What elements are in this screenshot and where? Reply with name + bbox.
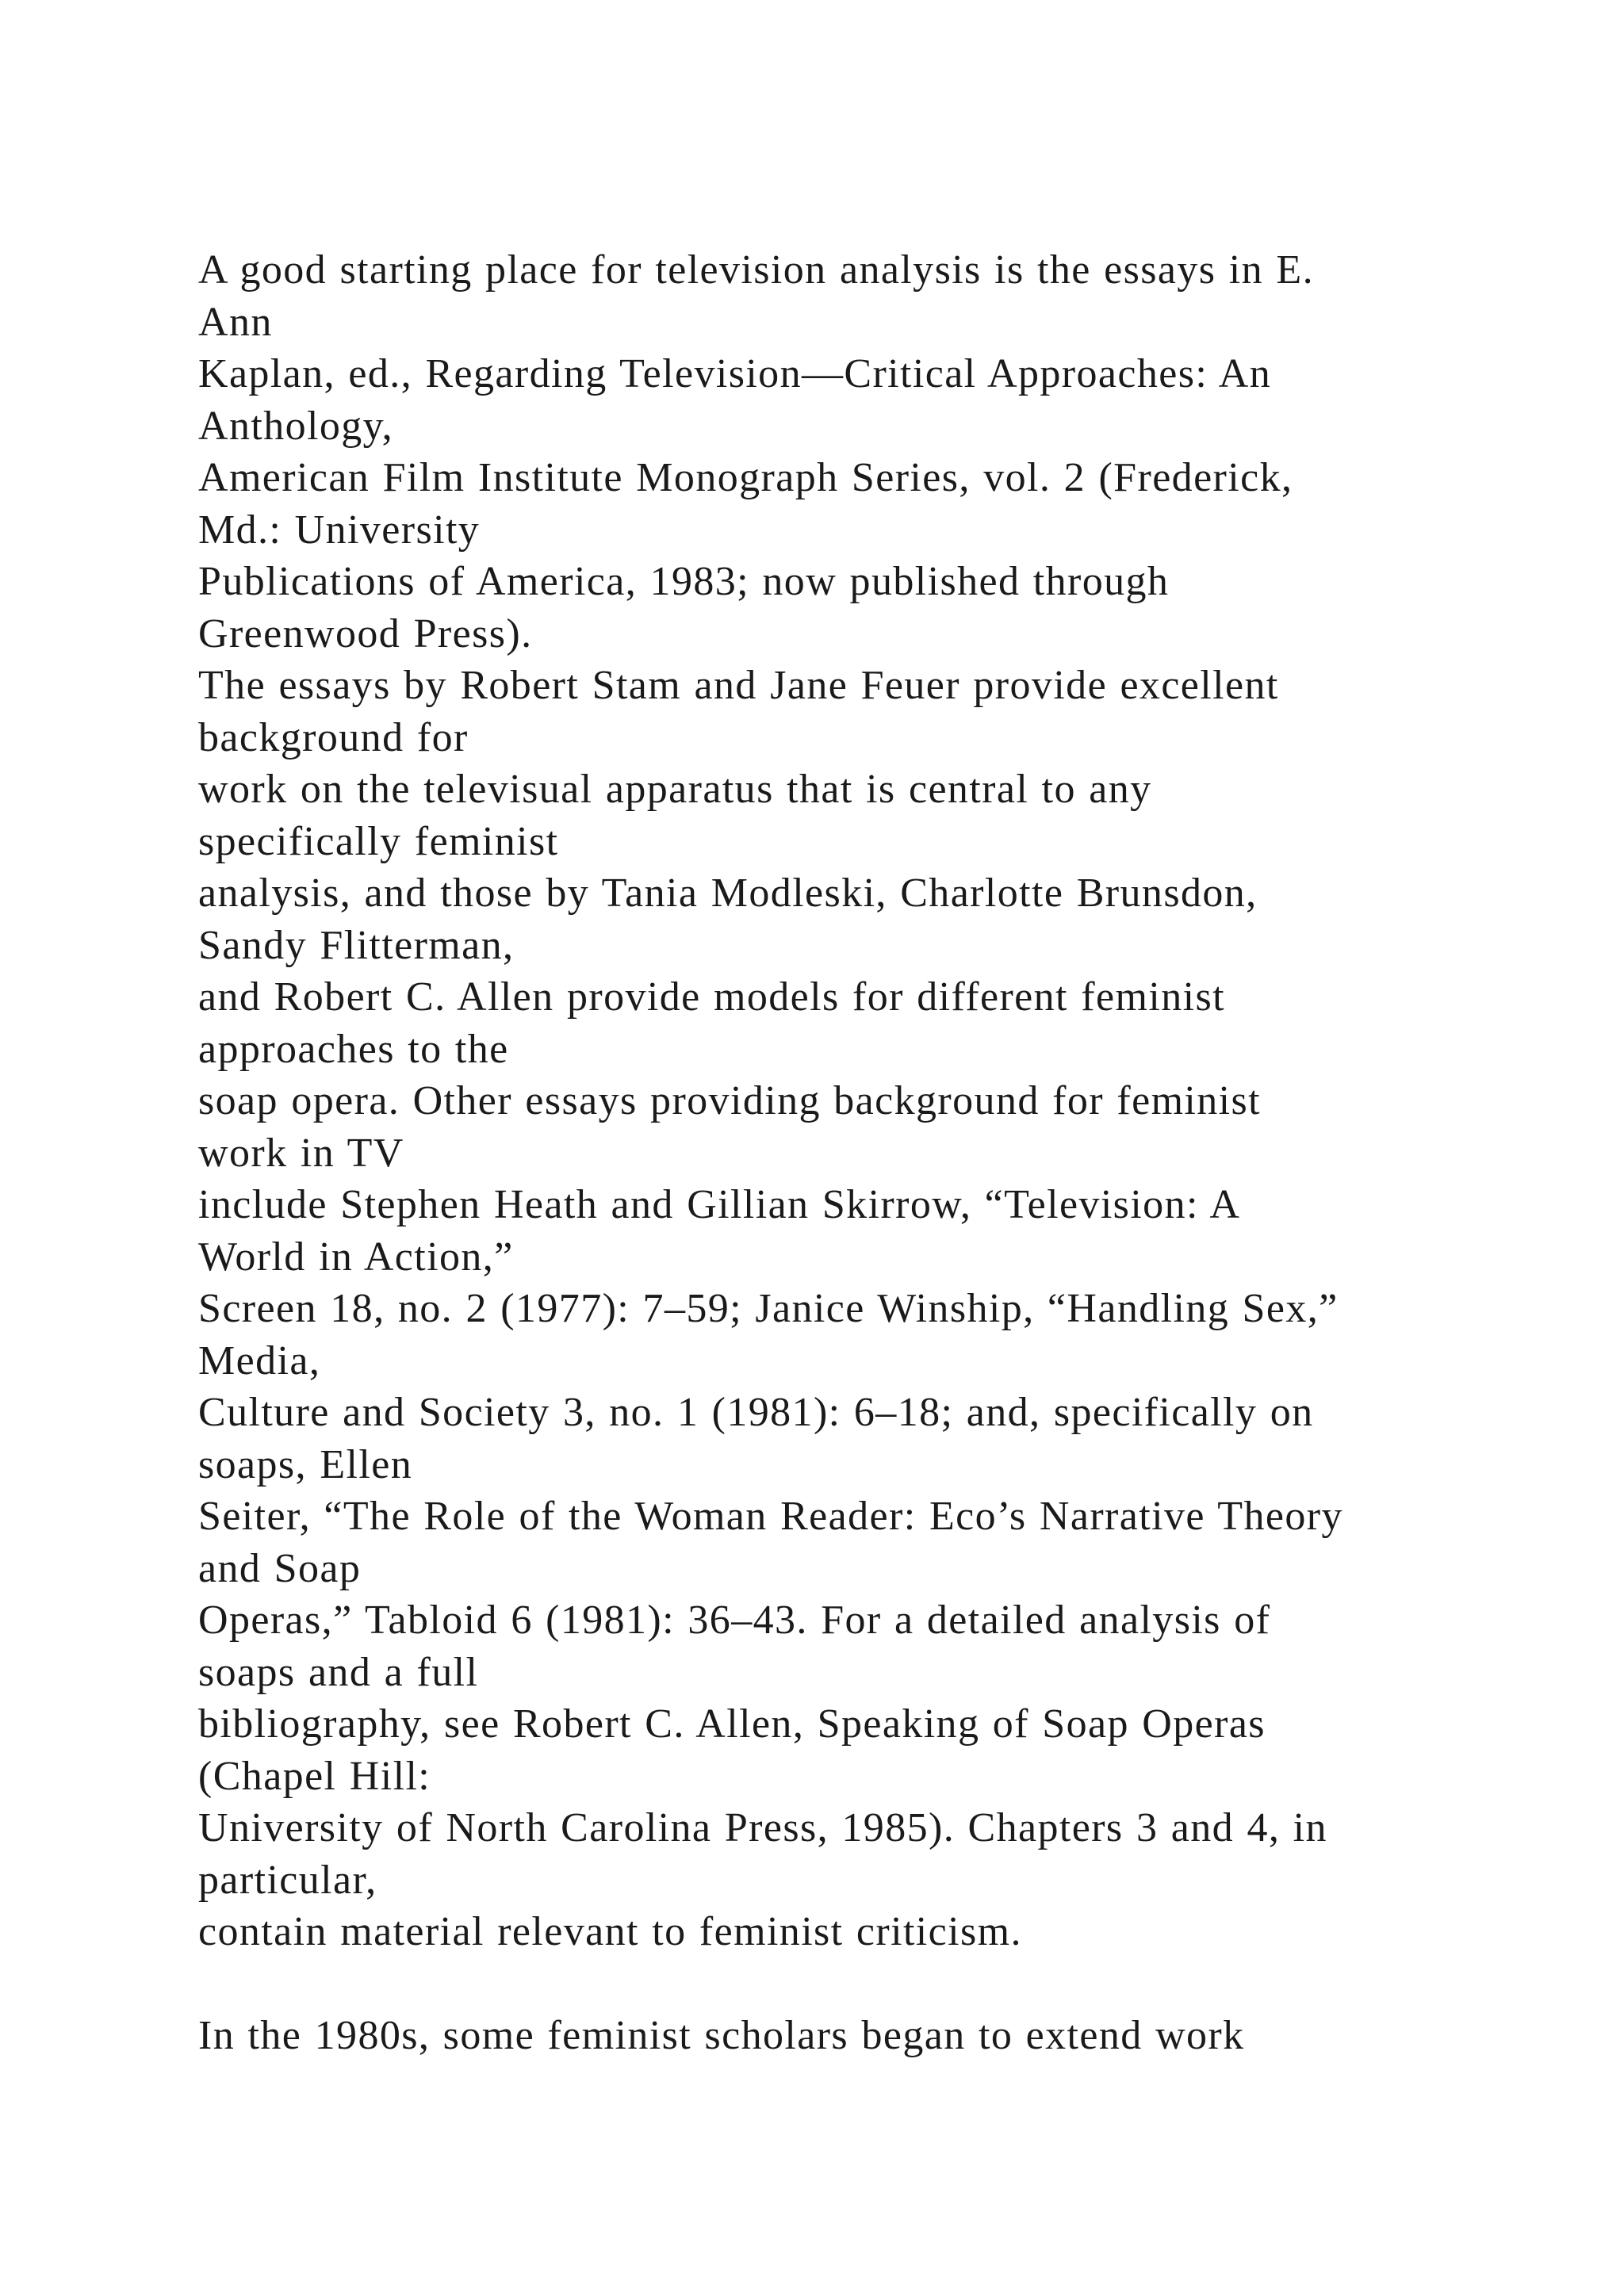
text-line: specifically feminist	[198, 818, 559, 864]
text-line: Media,	[198, 1337, 321, 1383]
text-line: bibliography, see Robert C. Allen, Speaking of Soap Operas	[198, 1701, 1266, 1747]
text-line: soap opera. Other essays providing background for feminist	[198, 1078, 1262, 1123]
text-line: (Chapel Hill:	[198, 1753, 431, 1799]
text-line: Anthology,	[198, 403, 394, 449]
text-line: background for	[198, 714, 469, 760]
text-line: University of North Carolina Press, 1985). Chapters 3 and 4, in	[198, 1805, 1327, 1850]
paragraph-start-line: In the 1980s, some feminist scholars began to extend work	[198, 2013, 1245, 2058]
text-line: A good starting place for television analysis is the essays in E.	[198, 247, 1314, 293]
text-line: Operas,” Tabloid 6 (1981): 36–43. For a detailed analysis of	[198, 1598, 1271, 1643]
text-line: contain material relevant to feminist criticism.	[198, 1909, 1022, 1954]
text-line: Md.: University	[198, 507, 481, 553]
text-line: work on the televisual apparatus that is central to any	[198, 767, 1152, 812]
text-line: approaches to the	[198, 1026, 509, 1072]
text-line: and Soap	[198, 1545, 362, 1591]
text-line: World in Action,”	[198, 1234, 514, 1280]
text-line: soaps and a full	[198, 1649, 479, 1695]
text-line: American Film Institute Monograph Series, vol. 2 (Frederick,	[198, 455, 1293, 500]
text-line: Culture and Society 3, no. 1 (1981): 6–18; and, specifically on	[198, 1390, 1314, 1435]
text-line: Greenwood Press).	[198, 610, 533, 656]
text-line: particular,	[198, 1857, 377, 1903]
text-line: Kaplan, ed., Regarding Television—Critical Approaches: An	[198, 351, 1272, 396]
text-line: and Robert C. Allen provide models for different feminist	[198, 974, 1225, 1020]
text-line: analysis, and those by Tania Modleski, Charlotte Brunsdon,	[198, 871, 1258, 916]
paragraph-gap	[198, 1958, 1546, 2011]
text-line: Sandy Flitterman,	[198, 922, 515, 968]
text-line: Publications of America, 1983; now published through	[198, 559, 1170, 604]
text-line: Seiter, “The Role of the Woman Reader: Eco’s Narrative Theory	[198, 1494, 1343, 1539]
text-line: soaps, Ellen	[198, 1441, 413, 1487]
text-line: Ann	[198, 299, 273, 345]
text-line: Screen 18, no. 2 (1977): 7–59; Janice Winship, “Handling Sex,”	[198, 1286, 1339, 1331]
text-line: The essays by Robert Stam and Jane Feuer provide excellent	[198, 663, 1279, 708]
text-line: work in TV	[198, 1130, 404, 1176]
text-line: include Stephen Heath and Gillian Skirrow, “Television: A	[198, 1182, 1241, 1227]
document-body	[198, 244, 1546, 2062]
